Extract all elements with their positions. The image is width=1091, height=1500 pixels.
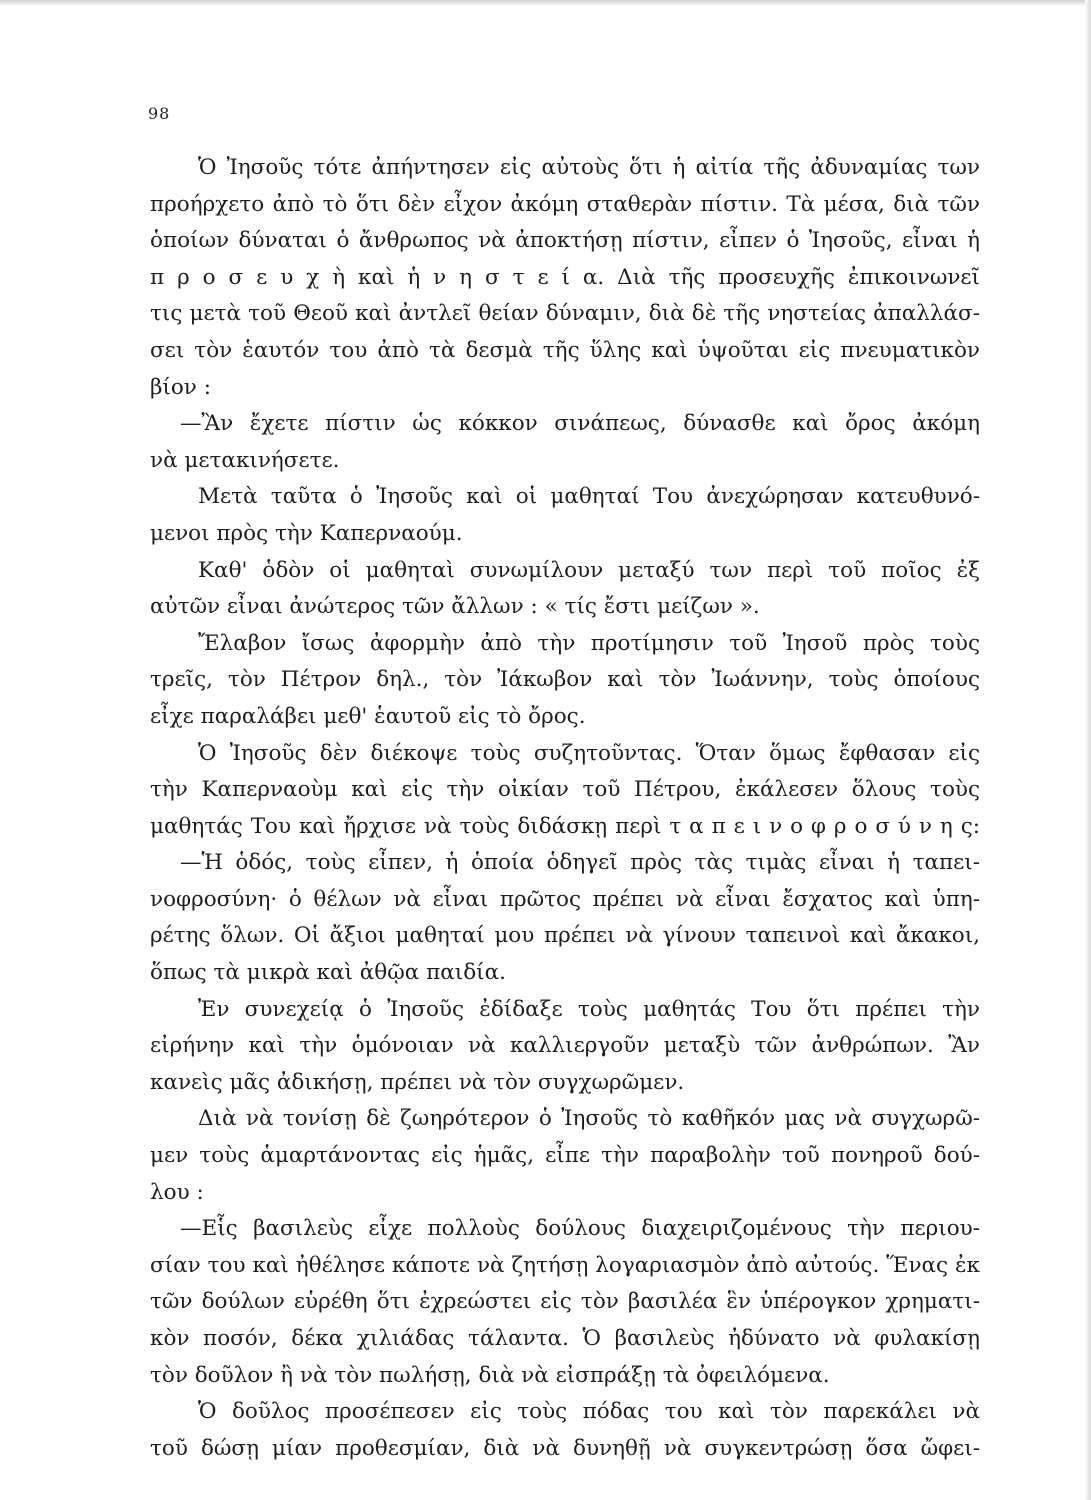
text-line: εἶχε παραλάβει μεθ' ἑαυτοῦ εἰς τὸ ὄρος. [150, 703, 586, 729]
text-line: τὸν δοῦλον ἢ νὰ τὸν πωλήσῃ, διὰ νὰ εἰσπράξῃ τὰ ὀφειλόμενα. [150, 1362, 830, 1388]
text-line: μενοι πρὸς τὴν Καπερναούμ. [150, 520, 463, 546]
text-line: νοφροσύνη· ὁ θέλων νὰ εἶναι πρῶτος πρέπει νὰ εἶναι ἔσχατος καὶ ὑπη- [150, 886, 980, 912]
text-line: Ὁ δοῦλος προσέπεσεν εἰς τοὺς πόδας του καὶ τὸν παρεκάλει νὰ [198, 1399, 980, 1425]
text-line: μεν τοὺς ἁμαρτάνοντας εἰς ἡμᾶς, εἶπε τὴν παραβολὴν τοῦ πονηροῦ δού- [150, 1143, 980, 1169]
text-line: —Ἡ ὁδός, τοὺς εἶπεν, ἡ ὁποία ὁδηγεῖ πρὸς τὰς τιμὰς εἶναι ἡ ταπει- [180, 850, 980, 876]
text-line: λου : [150, 1179, 204, 1205]
text-line: π ρ ο σ ε υ χ ὴ καὶ ἡ ν η σ τ ε ί α. Διὰ τῆς προσευχῆς ἐπικοινωνεῖ [150, 264, 980, 290]
text-line: Ἔλαβον ἴσως ἀφορμὴν ἀπὸ τὴν προτίμησιν τοῦ Ἰησοῦ πρὸς τοὺς [198, 630, 980, 656]
text-line: αὐτῶν εἶναι ἀνώτερος τῶν ἄλλων : « τίς ἔστι μείζων ». [150, 594, 760, 620]
page-number: 98 [148, 104, 171, 123]
text-line: νὰ μετακινήσετε. [150, 447, 340, 473]
text-line: εἰρήνην καὶ τὴν ὁμόνοιαν νὰ καλλιεργοῦν μεταξὺ τῶν ἀνθρώπων. Ἂν [150, 1033, 980, 1059]
text-line: σίαν του καὶ ἠθέλησε κάποτε νὰ ζητήσῃ λογαριασμὸν ἀπὸ αὐτούς. Ἕνας ἐκ [150, 1252, 980, 1278]
text-line: κὸν ποσόν, δέκα χιλιάδας τάλαντα. Ὁ βασιλεὺς ἠδύνατο νὰ φυλακίσῃ [150, 1326, 980, 1351]
text-line: μαθητάς Του καὶ ἤρχισε νὰ τοὺς διδάσκῃ περὶ τ α π ε ι ν ο φ ρ ο σ ύ ν η ς: [150, 813, 980, 839]
text-line: τρεῖς, τὸν Πέτρον δηλ., τὸν Ἰάκωβον καὶ τὸν Ἰωάννην, τοὺς ὁποίους [150, 667, 980, 693]
text-line: τῶν δούλων εὑρέθη ὅτι ἐχρεώστει εἰς τὸν βασιλέα ἓν ὑπέρογκον χρηματι- [150, 1289, 980, 1315]
text-line: προήρχετο ἀπὸ τὸ ὅτι δὲν εἶχον ἀκόμη σταθερὰν πίστιν. Τὰ μέσα, διὰ τῶν [150, 191, 980, 217]
text-line: τοῦ δώσῃ μίαν προθεσμίαν, διὰ νὰ δυνηθῇ νὰ συγκεντρώσῃ ὅσα ὤφει- [150, 1435, 980, 1461]
text-line: Ὁ Ἰησοῦς τότε ἀπήντησεν εἰς αὐτοὺς ὅτι ἡ αἰτία τῆς ἀδυναμίας των [198, 155, 980, 180]
text-line: —Ἂν ἔχετε πίστιν ὡς κόκκον σινάπεως, δύνασθε καὶ ὄρος ἀκόμη [180, 411, 980, 437]
text-line: ὁποίων δύναται ὁ ἄνθρωπος νὰ ἀποκτήσῃ πίστιν, εἶπεν ὁ Ἰησοῦς, εἶναι ἡ [150, 228, 980, 254]
text-line: —Εἷς βασιλεὺς εἶχε πολλοὺς δούλους διαχειριζομένους τὴν περιου- [180, 1216, 980, 1242]
text-line: τις μετὰ τοῦ Θεοῦ καὶ ἀντλεῖ θείαν δύναμιν, διὰ δὲ τῆς νηστείας ἀπαλλάσ- [150, 301, 980, 327]
text-line: Ἐν συνεχείᾳ ὁ Ἰησοῦς ἐδίδαξε τοὺς μαθητάς Του ὅτι πρέπει τὴν [198, 996, 980, 1022]
text-line: ρέτης ὅλων. Οἱ ἄξιοι μαθηταί μου πρέπει νὰ γίνουν ταπεινοὶ καὶ ἄκακοι, [150, 923, 980, 949]
text-line: Καθ' ὁδὸν οἱ μαθηταὶ συνωμίλουν μεταξύ των περὶ τοῦ ποῖος ἐξ [198, 557, 980, 583]
text-line: Μετὰ ταῦτα ὁ Ἰησοῦς καὶ οἱ μαθηταί Του ἀνεχώρησαν κατευθυνό- [198, 484, 980, 510]
scan-right-edge [1085, 0, 1091, 1500]
text-line: Διὰ νὰ τονίσῃ δὲ ζωηρότερον ὁ Ἰησοῦς τὸ καθῆκόν μας νὰ συγχωρῶ- [198, 1106, 980, 1132]
text-line: τὴν Καπερναοὺμ καὶ εἰς τὴν οἰκίαν τοῦ Πέτρου, ἐκάλεσεν ὅλους τοὺς [150, 777, 980, 803]
text-line: ὅπως τὰ μικρὰ καὶ ἀθῷα παιδία. [150, 960, 506, 986]
body-text [150, 150, 980, 1467]
text-line: Ὁ Ἰησοῦς δὲν διέκοψε τοὺς συζητοῦντας. Ὅταν ὅμως ἔφθασαν εἰς [198, 740, 980, 766]
text-line: σει τὸν ἑαυτόν του ἀπὸ τὰ δεσμὰ τῆς ὕλης καὶ ὑψοῦται εἰς πνευματικὸν [150, 337, 980, 363]
scan-top-edge [0, 0, 1091, 6]
text-line: κανεὶς μᾶς ἀδικήσῃ, πρέπει νὰ τὸν συγχωρῶμεν. [150, 1069, 685, 1095]
text-line: βίον : [150, 374, 211, 400]
